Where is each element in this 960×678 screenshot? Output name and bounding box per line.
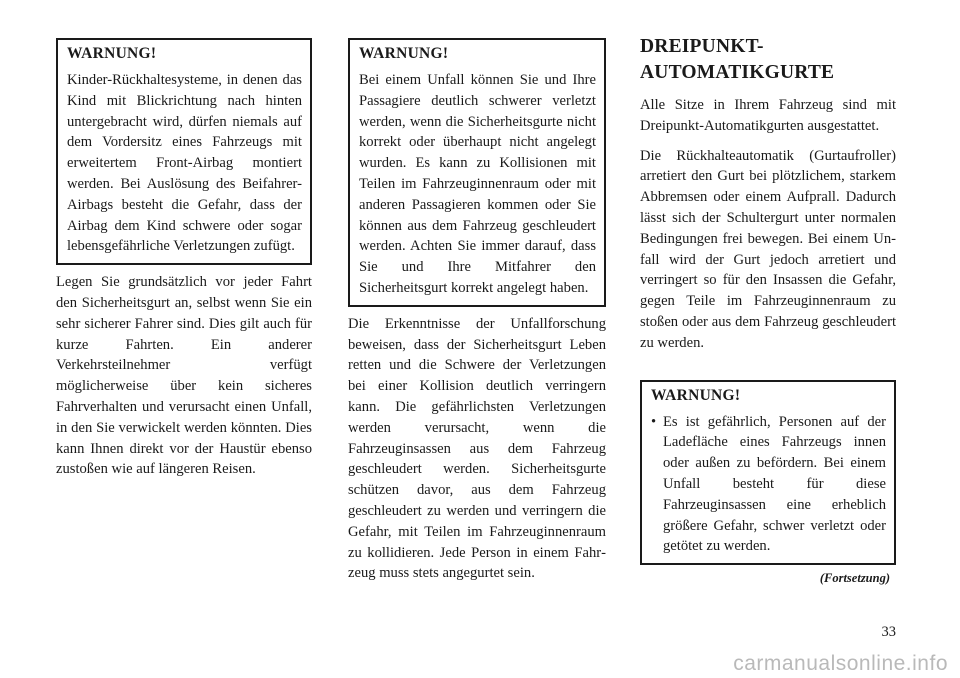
heading-line-1: DREIPUNKT- [640,36,764,57]
bullet-icon: • [651,413,657,430]
warning-title: WARNUNG! [67,45,157,62]
watermark: carmanualsonline.info [733,652,948,675]
page-number: 33 [881,624,896,640]
warning-text: Kinder-Rückhaltesysteme, in denen das Kind mit Blickrichtung nach hinten untergebracht wird, dürfen niemals auf dem Vordersitz eines Fahrzeugs mit erweitertem Front-Airbag montiert werden. Bei Auslösung des Beifahrer-Airbags besteht die Gefahr, dass der Airbag dem Kind schwere oder sogar lebensgefährliche Verletzungen zufügt. [67,72,302,255]
continued-label: (Fortsetzung) [819,571,890,585]
warning-box-seatbelt [348,38,606,307]
body-paragraph: Die Erkenntnisse der Unfallforschung beweisen, dass der Sicherheitsgurt Leben retten und die Schwere der Verletzungen bei einer Kollision deutlich verringern kann. Die gefährlichsten Verletzungen werden verursacht, wenn die Fahrzeuginsassen aus dem Fahrzeug geschleudert werden. Sicherheitsgurte schützen davor, aus dem Fahrzeug geschleudert zu werden und verringern die Gefahr, mit Teilen im Fahrzeuginnenraum zu kollidieren. Jede Person in einem Fahrzeug muss stets angegurtet sein. [348,315,606,582]
warning-text: Bei einem Unfall können Sie und Ihre Passagiere deutlich schwerer verletzt werden, wenn die Sicherheitsgurte nicht korrekt oder überhaupt nicht angelegt wurden. Es kann zu Kollisionen mit Teilen im Fahrzeuginnenraum oder mit anderen Passagieren kommen oder Sie können aus dem Fahrzeug geschleudert werden. Achten Sie immer darauf, dass Sie und Ihre Mitfahrer den Sicherheitsgurt korrekt angelegt haben. [359,72,596,296]
body-paragraph: Legen Sie grundsätzlich vor jeder Fahrt den Sicherheitsgurt an, selbst wenn Sie ein sehr sicherer Fahrer sind. Dies gilt auch für kurze Fahrten. Ein anderer Verkehrsteilnehmer verfügt möglicherweise über kein sicheres Fahrverhalten und verursacht einen Unfall, in den Sie verwickelt werden könnten. Dies kann Ihnen direkt vor der Haustür ebenso zustoßen wie auf längeren Reisen. [56,274,312,478]
warning-text: Es ist gefährlich, Personen auf der Ladefläche eines Fahrzeugs innen oder außen zu befördern. Bei einem Unfall besteht für diese Fahrzeuginsassen eine erheblich größere Gefahr, schwer verletzt oder getötet zu werden. [663,413,886,555]
body-paragraph-1: Alle Sitze in Ihrem Fahrzeug sind mit Dreipunkt-Automatikgurten ausgestattet. [640,97,896,134]
column-right [640,0,896,565]
column-middle [348,0,606,584]
warning-box-child-seat [56,38,312,265]
warning-bullet-item [651,412,886,558]
column-left [56,0,312,480]
warning-title: WARNUNG! [651,386,741,404]
section-heading [640,34,896,86]
heading-line-2: AUTOMATIKGURTE [640,62,835,83]
warning-title: WARNUNG! [359,45,449,62]
warning-box-cargo [640,380,896,566]
body-paragraph-2: Die Rückhalteautomatik (Gurtaufroller) arretiert den Gurt bei plötzlichem, starkem Abbremsen oder einem Aufprall. Dadurch lässt sich der Schultergurt unter normalen Bedingungen frei bewegen. Bei einem Unfall wird der Gurt jedoch arretiert und verringert so für den Insassen die Gefahr, gegen Teile im Fahrzeuginnenraum zu stoßen oder aus dem Fahrzeug geschleudert zu werden. [640,147,896,351]
